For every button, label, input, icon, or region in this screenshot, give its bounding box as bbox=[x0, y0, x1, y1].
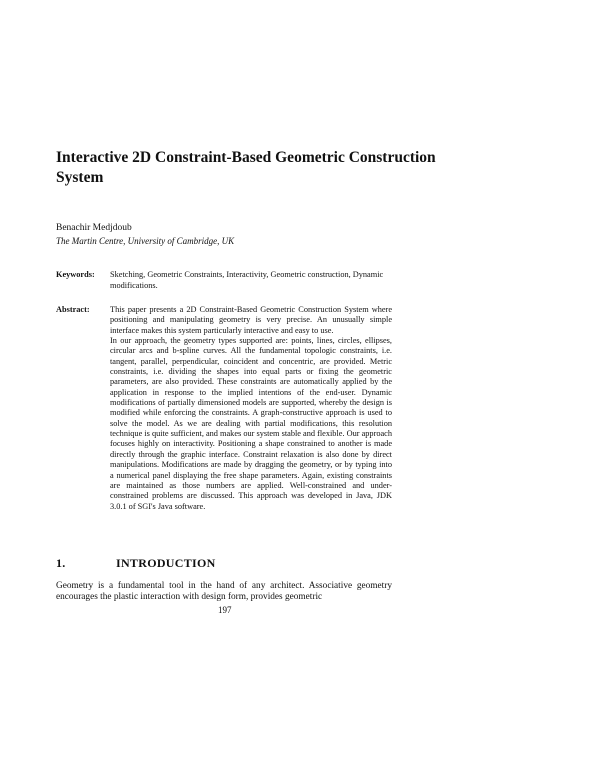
author-affiliation: The Martin Centre, University of Cambridge, UK bbox=[56, 236, 235, 246]
keywords-text: Sketching, Geometric Constraints, Interactivity, Geometric construction, Dynamic modifications. bbox=[110, 270, 384, 290]
section-number: 1. bbox=[56, 556, 66, 570]
section-title: INTRODUCTION bbox=[116, 556, 216, 570]
author-name: Benachir Medjdoub bbox=[56, 223, 132, 233]
abstract-paragraph-1: This paper presents a 2D Constraint-Based Geometric Construction System where positioning and manipulating geometry is very precise. An unusually simple interface makes this system particularly interactive and easy to use. bbox=[110, 305, 392, 335]
paper-title: Interactive 2D Constraint-Based Geometric Construction System bbox=[56, 149, 436, 186]
introduction-paragraph: Geometry is a fundamental tool in the hand of any architect. Associative geometry encourages the plastic interaction with design form, provides geometric bbox=[56, 581, 392, 602]
section-heading-introduction bbox=[56, 556, 216, 571]
abstract-text bbox=[110, 305, 392, 512]
abstract-label: Abstract: bbox=[56, 305, 90, 314]
abstract-paragraph-2: In our approach, the geometry types supported are: points, lines, circles, ellipses, circular arcs and b-spline curves. All the fundamental topologic constraints, i.e. tangent, parallel, perpendicular, coincident and concentric, are provided. Metric constraints, i.e. dividing the shapes into equal parts or fixing the geometric parameters, are also provided. These constraints are automatically applied by the application in response to the implied intentions of the end-user. Dynamic modifications of partially dimensioned models are supported, whereby the design is modified while enforcing the constraints. A graph-constructive approach is used to solve the model. As we are dealing with partial modifications, this resolution technique is quite sufficient, and makes our system stable and flexible. Our approach focuses highly on interactivity. Positioning a shape constrained to another is made directly through the graphic interface. Constraint relaxation is also done by direct manipulations. Modifications are made by dragging the geometry, or by typing into a numerical panel displaying the free shape parameters. Again, existing constraints are maintained as those numbers are applied. Well-constrained and under-constrained problems are discussed. This approach was developed in Java, JDK 3.0.1 of SGI's Java software. bbox=[110, 336, 392, 511]
keywords-label: Keywords: bbox=[56, 270, 95, 279]
page-number: 197 bbox=[218, 605, 232, 615]
